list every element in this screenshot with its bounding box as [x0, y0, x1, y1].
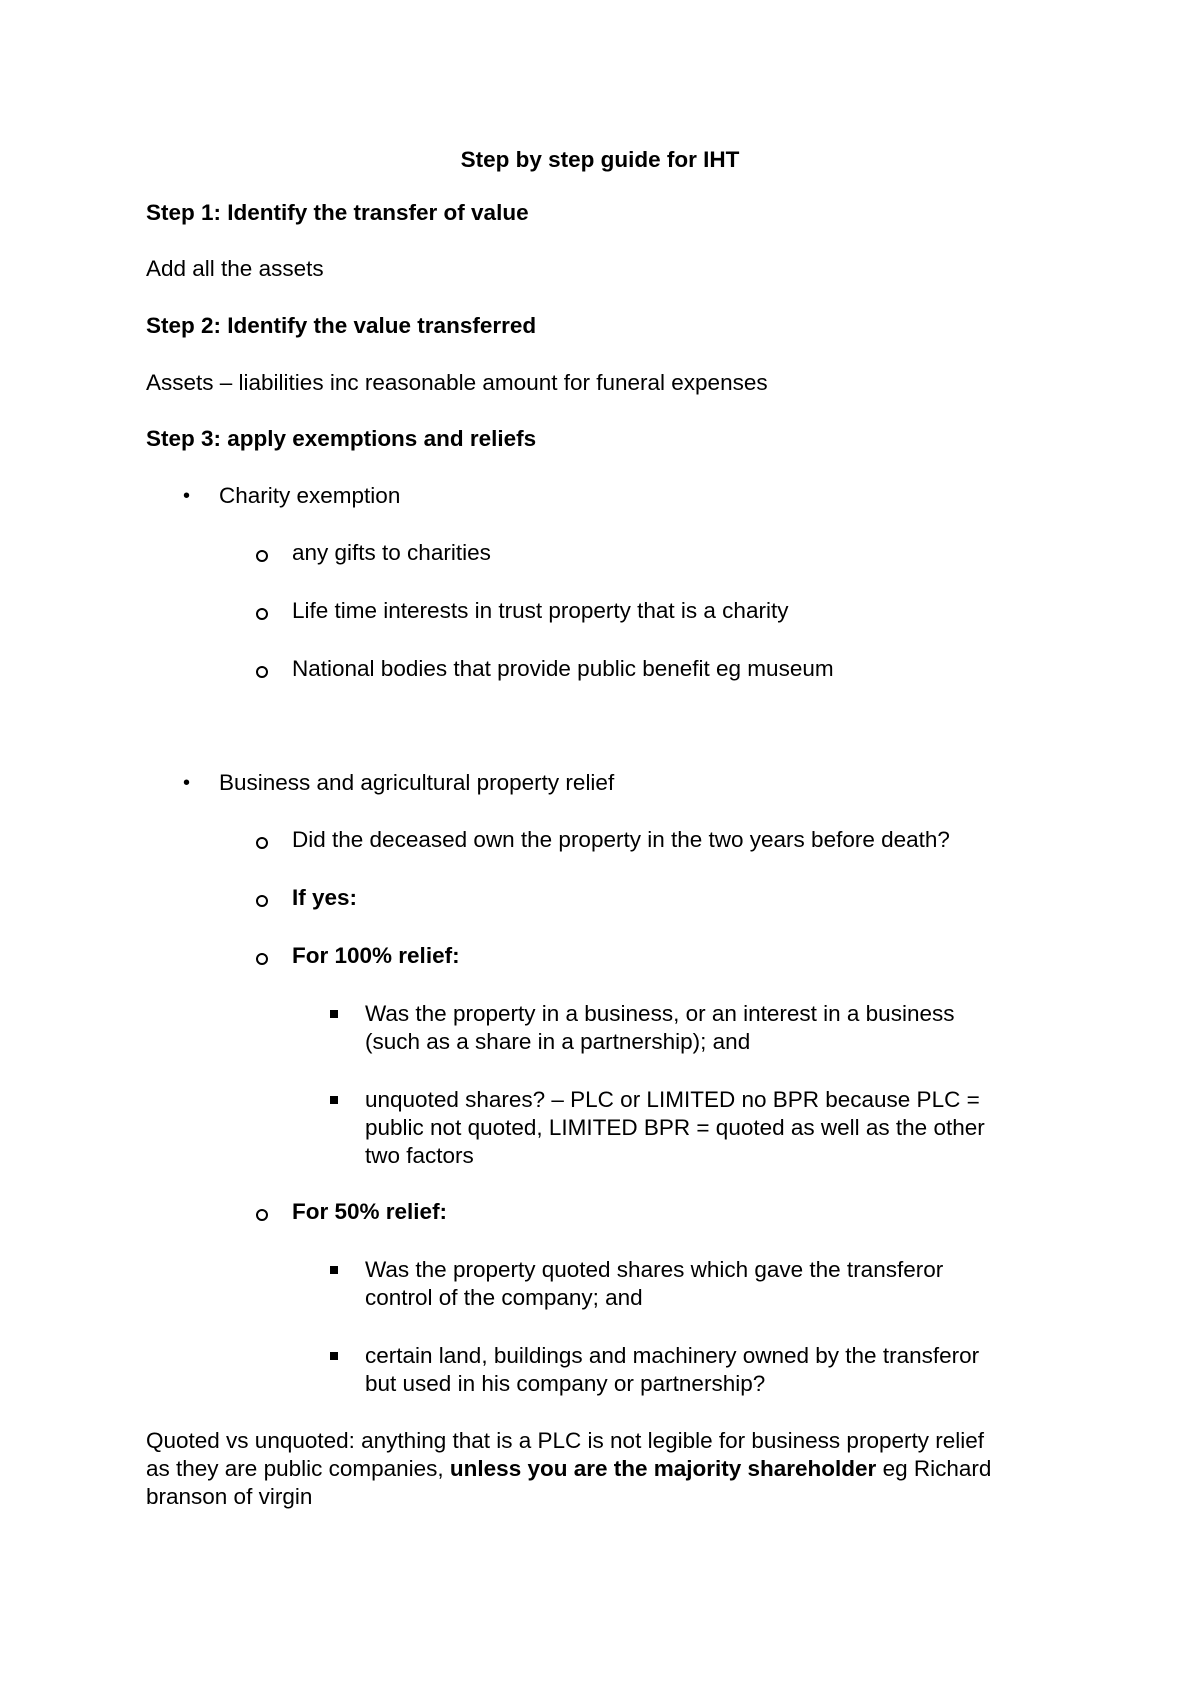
bullet-disc: • [183, 772, 191, 794]
bpr-if-yes: If yes: [292, 885, 358, 910]
bullet-square [330, 1352, 338, 1360]
step2-heading: Step 2: Identify the value transferred [146, 313, 537, 338]
bullet-disc: • [183, 485, 191, 507]
page-title: Step by step guide for IHT [460, 147, 740, 172]
closing-line-2-end: eg Richard [876, 1456, 992, 1481]
relief-100-item-2-line-2: public not quoted, LIMITED BPR = quoted as well as the other [365, 1115, 985, 1140]
bullet-circle [256, 550, 268, 562]
relief-50-item-1-line-2: control of the company; and [365, 1285, 643, 1310]
relief-100-item-1-line-2: (such as a share in a partnership); and [365, 1029, 751, 1054]
bullet-circle [256, 1209, 268, 1221]
relief-100-item-2-line-1: unquoted shares? – PLC or LIMITED no BPR because PLC = [365, 1087, 980, 1112]
relief-100-item-1-line-1: Was the property in a business, or an interest in a business [365, 1001, 955, 1026]
closing-line-1: Quoted vs unquoted: anything that is a PLC is not legible for business property relief [146, 1428, 984, 1453]
bpr-question: Did the deceased own the property in the two years before death? [292, 827, 950, 852]
relief-50-label: For 50% relief: [292, 1199, 448, 1224]
charity-item-2: Life time interests in trust property that is a charity [292, 598, 789, 623]
bullet-circle [256, 666, 268, 678]
relief-100-label: For 100% relief: [292, 943, 460, 968]
charity-exemption-label: Charity exemption [219, 483, 401, 508]
relief-50-item-1-line-1: Was the property quoted shares which gave the transferor [365, 1257, 944, 1282]
relief-50-item-2-line-2: but used in his company or partnership? [365, 1371, 766, 1396]
bullet-square [330, 1096, 338, 1104]
closing-line-2 [146, 1455, 991, 1483]
relief-100-item-2-line-3: two factors [365, 1143, 474, 1168]
charity-item-3: National bodies that provide public benefit eg museum [292, 656, 834, 681]
charity-item-1: any gifts to charities [292, 540, 491, 565]
bullet-square [330, 1266, 338, 1274]
step2-body: Assets – liabilities inc reasonable amount for funeral expenses [146, 370, 768, 395]
bullet-circle [256, 895, 268, 907]
bullet-circle [256, 608, 268, 620]
closing-emphasis: unless you are the majority shareholder [449, 1456, 877, 1481]
bullet-square [330, 1010, 338, 1018]
relief-50-item-2-line-1: certain land, buildings and machinery owned by the transferor [365, 1343, 980, 1368]
closing-line-2-start: as they are public companies, [146, 1456, 450, 1481]
step3-heading: Step 3: apply exemptions and reliefs [146, 426, 537, 451]
bullet-circle [256, 837, 268, 849]
bpr-label: Business and agricultural property relief [219, 770, 615, 795]
step1-heading: Step 1: Identify the transfer of value [146, 200, 529, 225]
closing-line-3: branson of virgin [146, 1484, 313, 1509]
step1-body: Add all the assets [146, 256, 324, 281]
bullet-circle [256, 953, 268, 965]
